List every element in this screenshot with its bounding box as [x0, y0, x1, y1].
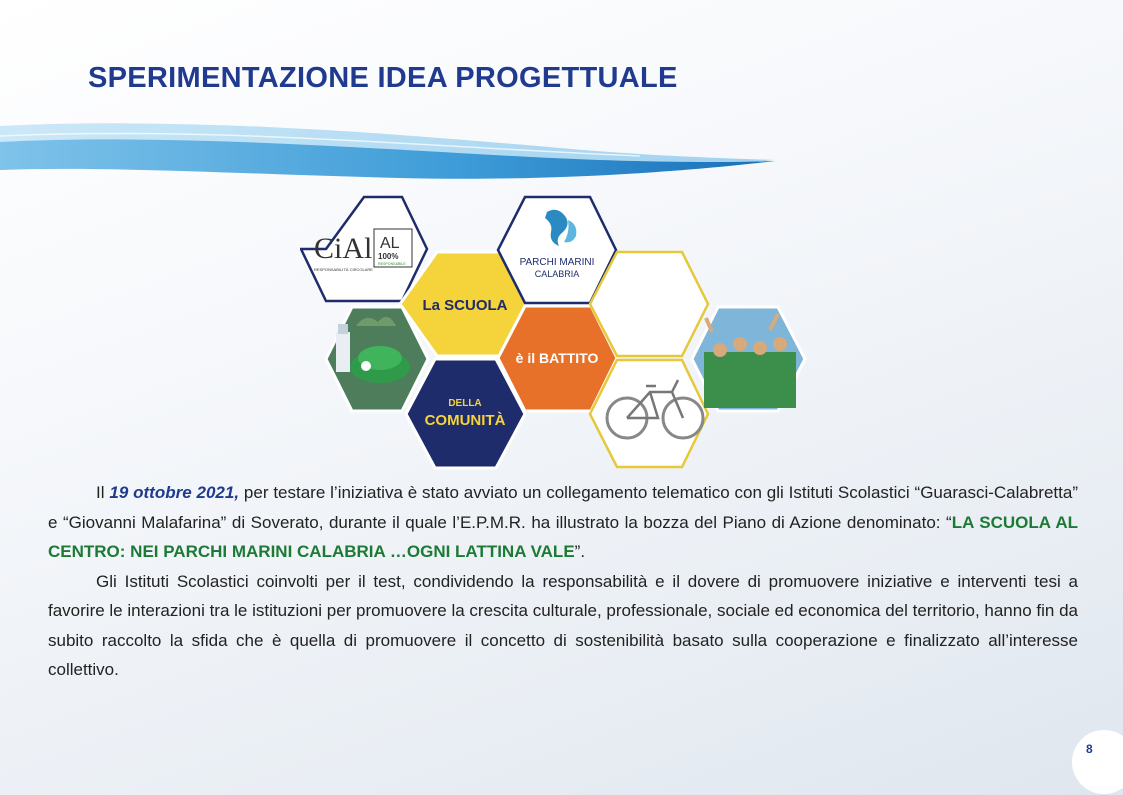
- parchi-logo-line1: PARCHI MARINI: [519, 257, 595, 268]
- hex-label-della: DELLA: [448, 398, 482, 409]
- parchi-logo-line2: CALABRIA: [534, 269, 580, 279]
- body-text: [48, 478, 1078, 685]
- hex-photo-people: [692, 307, 805, 411]
- al-logo-sub: RESPONSABILE: [378, 262, 406, 266]
- cial-logo-text: CiAl: [314, 232, 373, 265]
- event-date: 19 ottobre 2021,: [109, 483, 240, 502]
- hex-label-comunita: COMUNITÀ: [424, 412, 506, 429]
- wave-decoration: [0, 118, 790, 188]
- page-number: 8: [1086, 742, 1093, 756]
- project-name: LA SCUOLA AL CENTRO: NEI PARCHI MARINI CALABRIA …OGNI LATTINA VALE: [48, 512, 1078, 561]
- hex-photo-bicycle: [590, 360, 708, 467]
- page-number-badge: [1072, 730, 1123, 794]
- paragraph-1: Il 19 ottobre 2021, per testare l’iniziativa è stato avviato un collegamento telematico con gli Istituti Scolastici “Guarasci-Calabretta” e “Giovanni Malafarina” di Soverato, durante il quale l’E.P.M.R. ha illustrato la bozza del Piano di Azione denominato: “LA SCUOLA AL CENTRO: NEI PARCHI MARINI CALABRIA …OGNI LATTINA VALE”.: [48, 483, 1078, 561]
- cial-logo-sub: RESPONSABILITÀ CIRCOLARE: [314, 267, 373, 272]
- hex-label-battito: è il BATTITO: [515, 350, 599, 366]
- paragraph-2: Gli Istituti Scolastici coinvolti per il test, condividendo la responsabilità e il dovere di promuovere iniziative e interventi tesi a favorire le interazioni tra le istituzioni per promuovere la crescita culturale, professionale, sociale ed economica del territorio, hanno fin da subito raccolto la sfida che è quella di promuovere il concetto di sostenibilità basato sulla cooperazione e finalizzato all’interesse collettivo.: [48, 571, 1078, 679]
- hex-empty: [590, 252, 708, 356]
- hex-label-la-scuola: La SCUOLA: [422, 297, 508, 314]
- hex-cial-logo: [301, 197, 427, 301]
- page-title: SPERIMENTAZIONE IDEA PROGETTUALE: [88, 62, 678, 94]
- al-logo-pct: 100%: [378, 252, 399, 261]
- al-logo-text: AL: [380, 235, 400, 252]
- hexagon-collage: [300, 192, 820, 477]
